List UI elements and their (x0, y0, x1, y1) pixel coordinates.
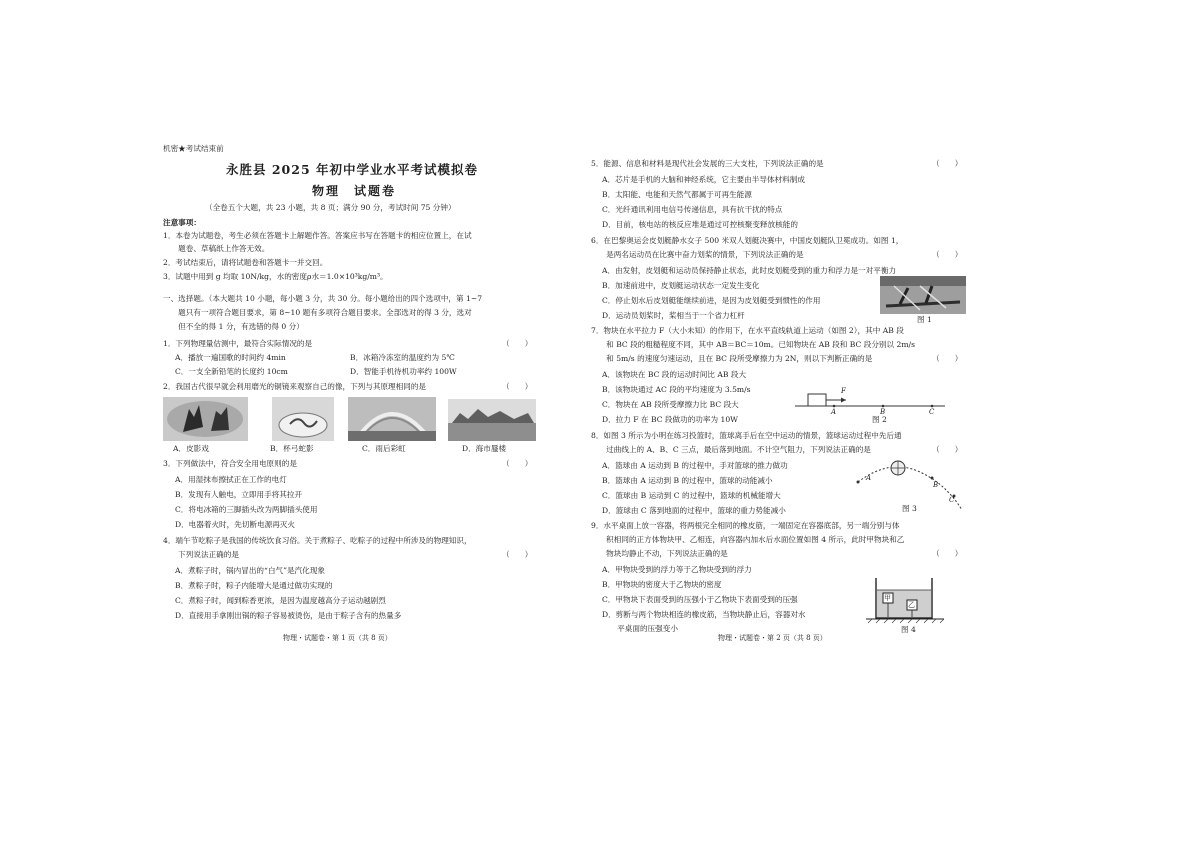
option: A．甲物块受到的浮力等于乙物块受到的浮力 (602, 565, 752, 574)
question-9-stem: 积相同的正方体物块甲、乙相连，向容器内加水后水面位置如图 4 所示，此时甲物块和乙 (591, 535, 905, 544)
option: A．该物块在 BC 段的运动时间比 AB 段大 (602, 370, 747, 379)
question-4-stem: 下列说法正确的是 (163, 550, 239, 559)
question-6-stem: 6．在巴黎奥运会皮划艇静水女子 500 米双人划艇决赛中，中国皮划艇队卫冕成功。如图 1， (591, 236, 904, 245)
image-caption: A．皮影戏 (173, 444, 209, 453)
option: C．一支全新铅笔的长度约 10cm (175, 367, 288, 376)
option: C．煮粽子时，闻到粽香更浓，是因为温度越高分子运动越剧烈 (175, 596, 386, 605)
option: A．用湿抹布擦拭正在工作的电灯 (175, 475, 287, 484)
track-diagram (790, 382, 950, 418)
question-8-stem: 8．如图 3 所示为小明在练习投篮时，篮球离手后在空中运动的情景，篮球运动过程中先后通 (591, 431, 902, 440)
question-9-stem: 9．水平桌面上放一容器，将两根完全相同的橡皮筋，一端固定在容器底部，另一端分别与体 (591, 521, 900, 530)
answer-paren: （ ） (502, 459, 533, 468)
image-caption: D．海市蜃楼 (462, 444, 507, 453)
question-8-stem: 过曲线上的 A、B、C 三点，最后落到地面。不计空气阻力，下列说法正确的是 (591, 445, 871, 454)
option: 平桌面的压强变小 (602, 624, 678, 633)
option: B．该物块通过 AC 段的平均速度为 3.5m/s (602, 385, 751, 394)
figure-label: 图 3 (902, 504, 917, 513)
force-label: F (841, 387, 846, 395)
option: B．发现有人触电，立即用手将其拉开 (175, 490, 303, 499)
option: B．甲物块的密度大于乙物块的密度 (602, 580, 722, 589)
exam-subtitle: 物理 试题卷 (312, 184, 397, 198)
rainbow-image (348, 397, 436, 441)
question-7-stem: 7．物块在水平拉力 F（大小未知）的作用下，在水平直线轨道上运动（如图 2），其中 AB 段 (591, 326, 904, 335)
option: D．篮球由 C 落到地面的过程中，篮球的重力势能减小 (602, 506, 786, 515)
question-7-stem: 和 5m/s 的速度匀速运动，且在 BC 段所受摩擦力为 2N，则以下判断正确的是 (591, 354, 873, 363)
point-label: A (831, 408, 837, 416)
point-label: A (866, 474, 872, 482)
question-9-stem: 物块均静止不动，下列说法正确的是 (591, 549, 728, 558)
figure-label: 图 4 (901, 625, 916, 634)
point-label: B (933, 481, 939, 489)
question-6-stem: 是两名运动员在比赛中奋力划桨的情景，下列说法正确的是 (591, 250, 804, 259)
notice-line: 题卷、草稿纸上作答无效。 (163, 244, 270, 253)
question-4-stem: 4．端午节吃粽子是我国的传统饮食习俗。关于煮粽子、吃粽子的过程中所涉及的物理知识， (163, 536, 472, 545)
mirage-image (448, 399, 536, 441)
canoe-race-image (880, 276, 966, 314)
image-caption: C．雨后彩虹 (362, 444, 406, 453)
answer-paren: （ ） (502, 382, 533, 391)
block-label: 乙 (908, 601, 915, 609)
answer-paren: （ ） (932, 445, 963, 454)
option: C．物块在 AB 段所受摩擦力比 BC 段大 (602, 400, 739, 409)
option: A．篮球由 A 运动到 B 的过程中，手对篮球的推力做功 (602, 461, 788, 470)
block-label: 甲 (884, 594, 891, 602)
point-label: C (929, 408, 935, 416)
option: C．将电冰箱的三脚插头改为两脚插头使用 (175, 505, 318, 514)
answer-paren: （ ） (502, 339, 533, 348)
notice-line: 2．考试结束后，请将试题卷和答题卡一并交回。 (163, 258, 328, 267)
option: A．由发射，皮划艇和运动员保持静止状态，此时皮划艇受到的重力和浮力是一对平衡力 (602, 266, 897, 275)
question-5-stem: 5．能源、信息和材料是现代社会发展的三大支柱，下列说法正确的是 (591, 159, 824, 168)
image-caption: B．杯弓蛇影 (270, 444, 314, 453)
bow-in-cup-image (272, 397, 334, 441)
notice-line: 1．本卷为试题卷，考生必须在答题卡上解题作答。答案应书写在答题卡的相应位置上，在试 (163, 231, 472, 240)
option: D．电器着火时，先切断电源再灭火 (175, 520, 295, 529)
confidential-tag: 机密★考试结束前 (163, 144, 224, 153)
answer-paren: （ ） (932, 549, 963, 558)
shadow-puppet-image (163, 397, 248, 441)
option: A．煮粽子时，锅内冒出的“白气”是汽化现象 (175, 566, 325, 575)
container-diagram (866, 572, 946, 624)
option: C．停止划水后皮划艇能继续前进，是因为皮划艇受到惯性的作用 (602, 296, 821, 305)
notice-heading: 注意事项： (163, 218, 201, 227)
option: B．加速前进中，皮划艇运动状态一定发生变化 (602, 281, 760, 290)
question-2-stem: 2．我国古代很早就会利用磨光的铜镜来观察自己的像，下列与其原理相同的是 (163, 382, 427, 391)
answer-paren: （ ） (932, 159, 963, 168)
option: B．冰箱冷冻室的温度约为 5℃ (350, 353, 455, 362)
exam-title: 永胜县 2025 年初中学业水平考试模拟卷 (226, 162, 478, 177)
answer-paren: （ ） (502, 550, 533, 559)
question-1-stem: 1．下列物理量估测中，最符合实际情况的是 (163, 339, 313, 348)
option: D．目前，核电站的核反应堆是通过可控核聚变释放核能的 (602, 220, 798, 229)
option: B．煮粽子时，粽子内能增大是通过做功实现的 (175, 581, 333, 590)
option: C．篮球由 B 运动到 C 的过程中，篮球的机械能增大 (602, 491, 781, 500)
option: D．剪断与两个物块相连的橡皮筋，当物块静止后，容器对水 (602, 610, 806, 619)
exam-page-2 (591, 0, 1200, 849)
figure-label: 图 1 (917, 315, 932, 324)
option: D．直接用手拿刚出锅的粽子容易被烫伤，是由于粽子含有的热量多 (175, 611, 402, 620)
question-3-stem: 3．下列做法中，符合安全用电原则的是 (163, 459, 297, 468)
page-footer: 物理・试题卷・第 2 页（共 8 页） (718, 634, 827, 642)
exam-info: （全卷五个大题，共 23 小题，共 8 页；满分 90 分，考试时间 75 分钟） (205, 203, 456, 212)
page-footer: 物理・试题卷・第 1 页（共 8 页） (283, 634, 392, 642)
option: C．甲物块下表面受到的压强小于乙物块下表面受到的压强 (602, 595, 798, 604)
point-label: B (880, 408, 886, 416)
option: B．太阳能、电能和天然气都属于可再生能源 (602, 190, 752, 199)
answer-paren: （ ） (932, 354, 963, 363)
option: A．芯片是手机的大脑和神经系统，它主要由半导体材料制成 (602, 175, 805, 184)
option: D．运动员划桨时，桨相当于一个省力杠杆 (602, 311, 745, 320)
section-instructions: 题只有一项符合题目要求，第 8~10 题有多项符合题目要求。全部选对的得 3 分，选对 (163, 308, 472, 317)
notice-line: 3．试题中用到 g 均取 10N/kg，水的密度ρ水＝1.0×10³kg/m³。 (163, 272, 388, 281)
section-instructions: 一、选择题。（本大题共 10 小题，每小题 3 分，共 30 分。每小题给出的四个选项中，第 1~7 (163, 294, 483, 303)
option: B．篮球由 A 运动到 B 的过程中，篮球的动能减小 (602, 476, 773, 485)
option: D．智能手机待机功率约 100W (350, 367, 457, 376)
question-7-stem: 和 BC 段的粗糙程度不同，其中 AB＝BC＝10m。已知物块在 AB 段和 BC 段分别以 2m/s (591, 340, 916, 349)
answer-paren: （ ） (932, 250, 963, 259)
figure-label: 图 2 (872, 415, 887, 424)
option: C．光纤通讯利用电信号传递信息，具有抗干扰的特点 (602, 205, 783, 214)
option: D．拉力 F 在 BC 段做功的功率为 10W (602, 415, 738, 424)
point-label: C (949, 496, 955, 504)
section-instructions: 但不全的得 1 分，有选错的得 0 分） (163, 322, 304, 331)
option: A．播放一遍国歌的时间约 4min (175, 353, 286, 362)
